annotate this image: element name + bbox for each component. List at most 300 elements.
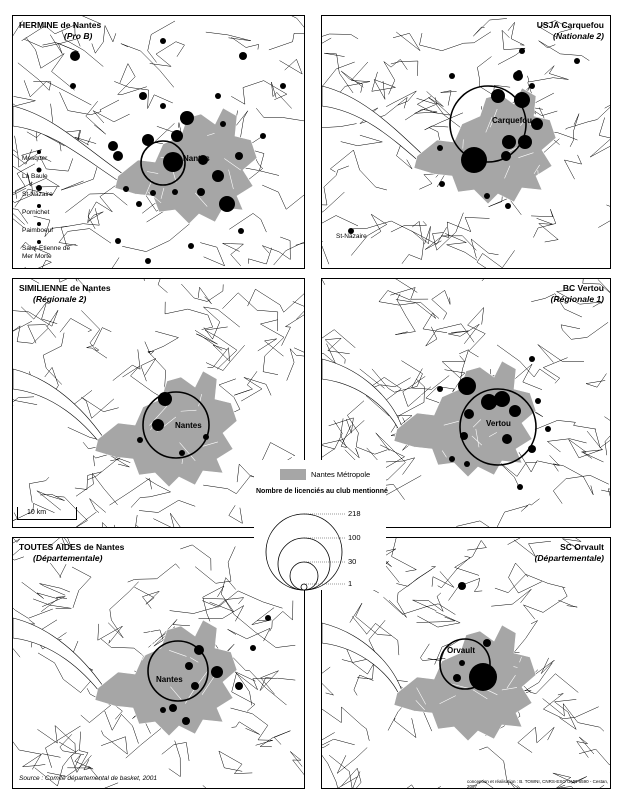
boundary-line bbox=[269, 16, 304, 50]
boundary-line bbox=[203, 785, 229, 788]
boundary-line bbox=[29, 477, 49, 503]
boundary-line bbox=[200, 243, 224, 266]
legend bbox=[254, 460, 386, 590]
boundary-line bbox=[325, 338, 350, 363]
member-dot bbox=[238, 228, 244, 234]
member-dot bbox=[464, 461, 470, 467]
town-label-stnazaire: St-Nazaire bbox=[336, 233, 367, 240]
boundary-line bbox=[231, 81, 287, 105]
boundary-line bbox=[40, 584, 70, 596]
boundary-line bbox=[390, 288, 428, 300]
boundary-line bbox=[165, 302, 213, 330]
credit-note: conception et réalisation : B. TOWNI, CNRS-ESO UMR 6590 - Cestan, 2007 bbox=[467, 779, 609, 789]
boundary-line bbox=[50, 563, 66, 577]
boundary-line bbox=[110, 479, 152, 506]
boundary-line bbox=[322, 279, 341, 285]
boundary-line bbox=[25, 260, 52, 268]
boundary-line bbox=[262, 237, 290, 260]
panel-title bbox=[551, 283, 604, 305]
boundary-line bbox=[23, 754, 61, 767]
boundary-line bbox=[539, 41, 590, 61]
boundary-line bbox=[569, 439, 603, 458]
boundary-line bbox=[248, 289, 304, 312]
member-dot bbox=[458, 582, 466, 590]
member-dot bbox=[160, 103, 166, 109]
member-dot bbox=[502, 135, 516, 149]
boundary-line bbox=[441, 217, 489, 237]
boundary-line bbox=[379, 291, 439, 319]
boundary-line bbox=[274, 239, 304, 265]
boundary-line bbox=[417, 612, 460, 627]
member-dot bbox=[169, 704, 177, 712]
boundary-line bbox=[598, 182, 610, 228]
boundary-line bbox=[13, 82, 36, 105]
scale-bar bbox=[17, 507, 77, 520]
boundary-line bbox=[373, 279, 418, 293]
boundary-line bbox=[524, 499, 539, 509]
panel-title bbox=[19, 542, 124, 564]
boundary-line bbox=[60, 92, 120, 115]
member-dot bbox=[136, 201, 142, 207]
town-label-pornichet: Pornichet bbox=[22, 209, 50, 216]
boundary-line bbox=[341, 71, 363, 93]
boundary-line bbox=[145, 342, 166, 389]
member-dot bbox=[505, 203, 511, 209]
boundary-line bbox=[262, 185, 304, 209]
boundary-line bbox=[477, 57, 494, 96]
town-label-stnazaire: St-Nazaire bbox=[22, 191, 53, 198]
map-panel-hermine bbox=[12, 15, 305, 269]
boundary-line bbox=[441, 91, 457, 106]
member-dot bbox=[171, 130, 183, 142]
club-level: (Pro B) bbox=[64, 31, 93, 41]
city-label-carquefou: Carquefou bbox=[492, 116, 532, 125]
boundary-line bbox=[393, 32, 420, 51]
boundary-line bbox=[391, 221, 427, 232]
boundary-line bbox=[427, 91, 444, 106]
boundary-line bbox=[252, 608, 274, 625]
member-dot bbox=[509, 405, 521, 417]
member-dot bbox=[516, 70, 522, 76]
boundary-line bbox=[523, 587, 567, 619]
club-level: (Nationale 2) bbox=[552, 31, 604, 41]
boundary-line bbox=[590, 118, 610, 158]
boundary-line bbox=[566, 103, 610, 130]
boundary-line bbox=[203, 307, 239, 339]
member-dot bbox=[265, 615, 271, 621]
boundary-line bbox=[222, 293, 277, 331]
boundary-line bbox=[88, 209, 104, 223]
boundary-line bbox=[529, 66, 569, 82]
boundary-line bbox=[347, 401, 387, 455]
metro-commune-line bbox=[147, 623, 155, 643]
member-dot bbox=[517, 484, 523, 490]
boundary-line bbox=[491, 589, 531, 606]
member-dot bbox=[464, 409, 474, 419]
member-dot bbox=[182, 717, 190, 725]
city-label-orvault: Orvault bbox=[447, 646, 476, 655]
boundary-line bbox=[553, 464, 593, 495]
boundary-line bbox=[195, 547, 235, 584]
boundary-line bbox=[403, 376, 431, 406]
boundary-line bbox=[118, 64, 147, 95]
boundary-line bbox=[509, 563, 542, 593]
boundary-line bbox=[37, 726, 75, 754]
boundary-line bbox=[123, 366, 162, 397]
boundary-line bbox=[210, 578, 236, 612]
boundary-line bbox=[229, 505, 243, 523]
member-dot bbox=[494, 391, 510, 407]
boundary-line bbox=[322, 240, 329, 264]
boundary-line bbox=[43, 333, 64, 385]
boundary-line bbox=[543, 699, 604, 732]
boundary-line bbox=[322, 203, 358, 227]
boundary-line bbox=[595, 417, 610, 448]
boundary-line bbox=[322, 192, 344, 239]
boundary-line bbox=[18, 63, 51, 91]
boundary-line bbox=[372, 361, 423, 393]
metro-commune-line bbox=[112, 411, 124, 425]
metro-area bbox=[95, 371, 237, 487]
boundary-line bbox=[514, 621, 538, 653]
club-name: SC Orvault bbox=[560, 542, 604, 552]
boundary-line bbox=[582, 431, 604, 462]
boundary-line bbox=[413, 593, 444, 612]
boundary-line bbox=[85, 783, 119, 788]
boundary-line bbox=[59, 229, 111, 246]
map-canvas bbox=[13, 16, 304, 268]
boundary-line bbox=[482, 279, 524, 281]
boundary-line bbox=[329, 755, 360, 788]
boundary-line bbox=[169, 741, 181, 777]
club-level: (Départementale) bbox=[534, 553, 604, 563]
member-dot bbox=[197, 188, 205, 196]
size-value-218: 218 bbox=[348, 509, 361, 518]
boundary-line bbox=[65, 194, 127, 213]
boundary-line bbox=[386, 91, 416, 107]
size-legend-circles bbox=[254, 496, 386, 592]
boundary-line bbox=[153, 513, 183, 527]
boundary-line bbox=[322, 329, 336, 363]
boundary-line bbox=[395, 718, 417, 738]
size-legend-title: Nombre de licenciés au club mentionné bbox=[256, 488, 388, 495]
metro-area bbox=[115, 108, 257, 224]
boundary-line bbox=[330, 150, 387, 190]
town-label-stetienne: Saint-Etienne de Mer Morte bbox=[22, 245, 71, 260]
member-dot bbox=[239, 52, 247, 60]
member-dot bbox=[458, 377, 476, 395]
boundary-line bbox=[260, 731, 290, 747]
boundary-line bbox=[135, 515, 158, 527]
member-dot bbox=[437, 386, 443, 392]
boundary-line bbox=[601, 487, 610, 508]
member-dot bbox=[163, 152, 183, 172]
member-dot bbox=[453, 674, 461, 682]
boundary-line bbox=[606, 200, 610, 211]
boundary-line bbox=[426, 324, 474, 346]
boundary-line bbox=[322, 739, 355, 750]
boundary-line bbox=[28, 325, 56, 344]
member-dot bbox=[502, 434, 512, 444]
boundary-line bbox=[113, 349, 140, 380]
member-dot bbox=[115, 238, 121, 244]
boundary-line bbox=[287, 348, 304, 381]
member-dot bbox=[145, 258, 151, 264]
member-dot bbox=[535, 398, 541, 404]
club-level: (Régionale 2) bbox=[33, 294, 87, 304]
boundary-line bbox=[21, 302, 57, 324]
metro-area bbox=[414, 88, 556, 204]
boundary-line bbox=[389, 569, 432, 617]
member-dot bbox=[160, 38, 166, 44]
town-marker bbox=[37, 168, 42, 173]
member-dot bbox=[439, 181, 445, 187]
boundary-line bbox=[282, 311, 305, 346]
boundary-line bbox=[180, 545, 211, 571]
loire-river bbox=[13, 618, 103, 696]
boundary-line bbox=[339, 440, 359, 458]
boundary-line bbox=[518, 727, 554, 752]
boundary-line bbox=[553, 475, 609, 503]
boundary-line bbox=[531, 209, 556, 237]
member-dot bbox=[123, 186, 129, 192]
boundary-line bbox=[150, 42, 185, 67]
member-dot bbox=[113, 151, 123, 161]
town-marker bbox=[37, 240, 41, 244]
boundary-line bbox=[241, 377, 271, 401]
boundary-line bbox=[162, 742, 189, 761]
member-dot bbox=[185, 662, 193, 670]
boundary-line bbox=[72, 567, 91, 608]
member-dot bbox=[188, 243, 194, 249]
boundary-line bbox=[290, 752, 304, 779]
town-label-labaule: La Baule bbox=[22, 173, 48, 180]
club-name: HERMINE de Nantes bbox=[19, 20, 102, 30]
member-dot bbox=[483, 639, 491, 647]
boundary-line bbox=[248, 248, 271, 264]
member-dot bbox=[235, 152, 243, 160]
boundary-line bbox=[139, 500, 195, 512]
member-dot bbox=[212, 170, 224, 182]
town-marker bbox=[37, 222, 41, 226]
boundary-line bbox=[195, 330, 222, 350]
boundary-line bbox=[122, 224, 190, 252]
city-label-vertou: Vertou bbox=[486, 419, 511, 428]
boundary-line bbox=[223, 243, 244, 266]
boundary-line bbox=[102, 523, 131, 528]
scale-label: 10 km bbox=[27, 509, 47, 516]
boundary-line bbox=[293, 302, 304, 320]
city-label-nantes: Nantes bbox=[175, 421, 202, 430]
boundary-line bbox=[456, 505, 528, 527]
boundary-line bbox=[393, 785, 441, 788]
panel-title bbox=[19, 283, 111, 305]
boundary-line bbox=[519, 452, 560, 472]
town-label-mesquer: Mesquer bbox=[22, 155, 48, 162]
member-dot bbox=[574, 58, 580, 64]
size-value-1: 1 bbox=[348, 579, 353, 588]
city-label-nantes: Nantes bbox=[156, 675, 183, 684]
member-dot bbox=[491, 89, 505, 103]
member-dot bbox=[437, 145, 443, 151]
source-note: Source : Comité départemental de basket, 2001 bbox=[19, 775, 158, 782]
boundary-line bbox=[372, 72, 396, 99]
boundary-line bbox=[420, 32, 491, 51]
member-dot bbox=[531, 118, 543, 130]
boundary-line bbox=[322, 667, 334, 695]
boundary-line bbox=[33, 599, 71, 609]
panel-title bbox=[535, 542, 604, 564]
map-panel-carquefou bbox=[321, 15, 611, 269]
boundary-line bbox=[135, 587, 160, 608]
member-dot bbox=[191, 682, 199, 690]
boundary-line bbox=[229, 213, 266, 232]
boundary-line bbox=[432, 290, 450, 319]
boundary-line bbox=[564, 155, 581, 179]
boundary-line bbox=[128, 564, 180, 582]
metro-area bbox=[394, 625, 536, 741]
boundary-line bbox=[206, 32, 251, 41]
boundary-line bbox=[13, 397, 34, 410]
member-dot bbox=[211, 666, 223, 678]
boundary-line bbox=[391, 61, 418, 76]
member-dot bbox=[459, 660, 465, 666]
boundary-line bbox=[465, 250, 515, 268]
member-dot bbox=[449, 456, 455, 462]
member-dot bbox=[215, 93, 221, 99]
boundary-line bbox=[586, 374, 607, 388]
boundary-line bbox=[468, 308, 486, 358]
boundary-line bbox=[101, 731, 127, 755]
boundary-line bbox=[538, 345, 584, 363]
boundary-line bbox=[380, 378, 410, 389]
boundary-line bbox=[341, 135, 383, 146]
city-label-nantes: Nantes bbox=[183, 154, 210, 163]
boundary-line bbox=[203, 598, 296, 647]
club-level: (Régionale 1) bbox=[550, 294, 604, 304]
boundary-line bbox=[340, 62, 370, 92]
member-dot bbox=[180, 111, 194, 125]
boundary-line bbox=[473, 19, 507, 37]
club-name: BC Vertou bbox=[562, 283, 604, 293]
member-dot bbox=[152, 419, 164, 431]
club-name: USJA Carquefou bbox=[536, 20, 604, 30]
size-value-100: 100 bbox=[348, 533, 361, 542]
boundary-line bbox=[561, 322, 608, 339]
boundary-line bbox=[256, 108, 304, 121]
boundary-line bbox=[324, 53, 353, 93]
member-dot bbox=[172, 189, 178, 195]
boundary-line bbox=[280, 59, 303, 74]
metro-swatch bbox=[280, 469, 306, 480]
size-value-30: 30 bbox=[348, 557, 357, 566]
member-dot bbox=[235, 682, 243, 690]
boundary-line bbox=[500, 538, 528, 545]
boundary-line bbox=[90, 499, 106, 513]
metro-legend-label: Nantes Métropole bbox=[311, 470, 371, 479]
boundary-line bbox=[61, 208, 99, 246]
member-dot bbox=[108, 141, 118, 151]
boundary-line bbox=[13, 310, 58, 327]
club-name: SIMILIENNE de Nantes bbox=[19, 283, 111, 293]
town-marker bbox=[37, 204, 41, 208]
panel-title bbox=[537, 20, 604, 42]
boundary-line bbox=[329, 418, 354, 433]
boundary-line bbox=[497, 460, 537, 486]
member-dot bbox=[545, 426, 551, 432]
member-dot bbox=[220, 121, 226, 127]
member-dot bbox=[160, 707, 166, 713]
member-dot bbox=[150, 190, 156, 196]
boundary-line bbox=[232, 722, 260, 735]
boundary-line bbox=[577, 737, 594, 758]
boundary-line bbox=[555, 699, 577, 729]
boundary-line bbox=[208, 345, 230, 368]
member-dot bbox=[219, 196, 235, 212]
boundary-line bbox=[535, 420, 596, 429]
town-marker bbox=[37, 150, 41, 154]
member-dot bbox=[179, 450, 185, 456]
boundary-line bbox=[234, 371, 257, 395]
member-dot bbox=[449, 73, 455, 79]
map-canvas bbox=[322, 16, 610, 268]
boundary-line bbox=[425, 236, 476, 251]
member-dot bbox=[70, 83, 76, 89]
boundary-line bbox=[425, 113, 464, 130]
boundary-line bbox=[341, 768, 361, 788]
member-dot bbox=[250, 645, 256, 651]
boundary-line bbox=[384, 59, 408, 94]
boundary-line bbox=[74, 258, 119, 269]
boundary-line bbox=[205, 327, 237, 369]
boundary-line bbox=[498, 30, 525, 64]
member-dot bbox=[139, 92, 147, 100]
boundary-line bbox=[449, 578, 483, 600]
club-name: TOUTES AIDES de Nantes bbox=[19, 542, 125, 552]
boundary-line bbox=[86, 101, 106, 134]
boundary-line bbox=[26, 37, 75, 90]
boundary-line bbox=[231, 708, 273, 745]
boundary-line bbox=[322, 124, 357, 144]
boundary-line bbox=[455, 540, 487, 575]
member-dot bbox=[70, 51, 80, 61]
member-dot bbox=[518, 135, 532, 149]
boundary-line bbox=[228, 628, 271, 641]
boundary-line bbox=[547, 439, 586, 452]
member-dot bbox=[529, 356, 535, 362]
boundary-line bbox=[143, 279, 168, 293]
town-label-paimboeuf: Paimboeuf bbox=[22, 227, 54, 234]
member-dot bbox=[519, 48, 525, 54]
boundary-line bbox=[141, 359, 156, 382]
boundary-line bbox=[60, 318, 92, 332]
boundary-line bbox=[13, 590, 53, 618]
boundary-line bbox=[432, 571, 454, 587]
panel-title bbox=[19, 20, 101, 42]
boundary-line bbox=[558, 600, 577, 607]
member-dot bbox=[280, 83, 286, 89]
boundary-line bbox=[570, 114, 579, 147]
member-dot bbox=[484, 193, 490, 199]
boundary-line bbox=[383, 597, 455, 615]
boundary-line bbox=[337, 748, 367, 774]
member-dot bbox=[529, 83, 535, 89]
boundary-line bbox=[219, 751, 252, 774]
boundary-line bbox=[181, 284, 223, 302]
boundary-line bbox=[202, 591, 282, 608]
boundary-line bbox=[105, 711, 139, 744]
boundary-line bbox=[392, 538, 417, 572]
